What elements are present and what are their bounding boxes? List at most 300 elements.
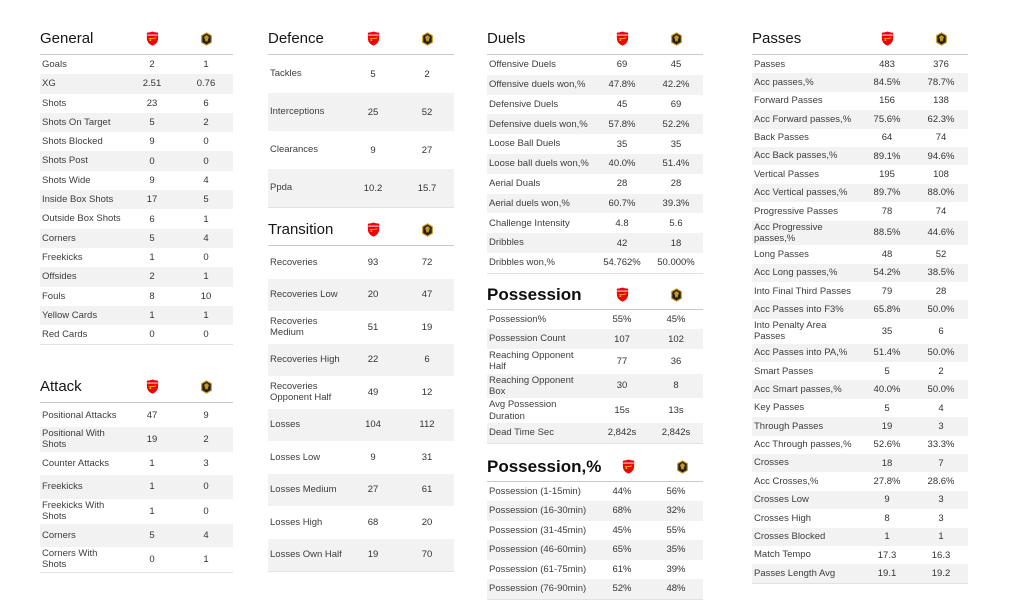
stat-label: Forward Passes [754, 95, 823, 107]
stat-value-away: 31 [421, 451, 433, 463]
stat-value-away: 3 [938, 512, 944, 524]
away-crest-slot [655, 460, 709, 474]
stat-row [752, 362, 968, 380]
away-crest-slot [914, 32, 968, 46]
stat-label: Corners [42, 232, 76, 244]
stat-label: Dribbles won,% [489, 257, 555, 269]
stat-label: Shots Blocked [42, 136, 103, 148]
stat-row [487, 329, 703, 349]
section-duels [487, 26, 703, 274]
stat-value-home: 5 [149, 232, 155, 244]
section-passes [752, 26, 968, 584]
away-crest-slot [400, 32, 454, 46]
stat-label: Acc Crosses,% [754, 475, 819, 487]
away-crest-slot [179, 32, 233, 46]
stat-value-away: 52 [935, 248, 947, 260]
stat-value-away: 5.6 [669, 217, 683, 229]
stat-row [268, 539, 454, 572]
stat-value-home: 48 [881, 248, 893, 260]
stat-label: Counter Attacks [42, 457, 110, 469]
arsenal-crest-icon [622, 459, 635, 474]
stat-row [487, 95, 703, 115]
stat-value-away: 33.3% [927, 439, 955, 451]
stat-label: Recoveries Medium [270, 315, 318, 339]
stat-label: Losses [270, 419, 301, 431]
stat-row [40, 427, 233, 452]
stat-value-home: 25 [367, 106, 379, 118]
stat-label: Outside Box Shots [42, 213, 121, 225]
stat-label: Corners With Shots [42, 548, 98, 571]
stat-value-away: 45 [670, 59, 682, 71]
stat-label: Crosses High [754, 512, 812, 524]
stat-value-home: 1 [149, 457, 155, 469]
stat-value-away: 38.5% [927, 267, 955, 279]
stat-label: Recoveries High [270, 354, 340, 366]
stat-value-away: 78.7% [927, 77, 955, 89]
stat-value-away: 6 [938, 325, 944, 337]
stat-row [487, 521, 703, 541]
stat-value-home: 0 [149, 553, 155, 565]
section-title: Duels [487, 30, 526, 47]
stat-label: Losses Medium [270, 484, 337, 496]
stat-value-away: 19.2 [931, 568, 951, 580]
section-title: Possession,% [487, 456, 602, 476]
stat-row [487, 349, 703, 374]
stat-value-away: 51.4% [662, 158, 690, 170]
stat-label: Dribbles [489, 237, 524, 249]
stat-value-home: 68 [367, 516, 379, 528]
stat-label: Long Passes [754, 248, 809, 260]
stat-row [487, 579, 703, 599]
stat-row [40, 524, 233, 548]
stat-label: XG [42, 78, 56, 90]
stat-value-home: 35 [881, 325, 893, 337]
arsenal-crest-icon [616, 31, 629, 46]
stat-row [487, 398, 703, 423]
stat-row [752, 509, 968, 527]
stat-value-home: 17.3 [877, 549, 897, 561]
stat-label: Corners [42, 529, 76, 541]
stat-row [268, 279, 454, 312]
stat-label: Possession (76-90min) [489, 583, 587, 595]
stat-label: Defensive duels won,% [489, 118, 588, 130]
section-title: Defence [268, 30, 324, 47]
stat-label: Freekicks [42, 251, 83, 263]
arsenal-crest-icon [146, 31, 159, 46]
stat-value-home: 5 [884, 365, 890, 377]
stat-row [268, 169, 454, 207]
stat-value-away: 3 [203, 457, 209, 469]
stat-value-home: 64 [881, 132, 893, 144]
stat-value-home: 28 [616, 178, 628, 190]
stat-value-home: 40.0% [608, 158, 636, 170]
stat-row [40, 267, 233, 286]
home-crest-slot [346, 31, 400, 46]
stat-value-away: 94.6% [927, 150, 955, 162]
stat-row [752, 147, 968, 165]
stat-label: Freekicks [42, 481, 83, 493]
wolves-crest-icon [200, 380, 213, 394]
stat-value-home: 107 [614, 333, 630, 345]
section-header [752, 26, 968, 55]
stat-value-away: 4 [203, 174, 209, 186]
stat-row [487, 253, 703, 273]
stat-value-home: 75.6% [873, 113, 901, 125]
stat-row [40, 229, 233, 248]
stat-value-away: 2 [938, 365, 944, 377]
stat-value-home: 65.8% [873, 304, 901, 316]
wolves-crest-icon [670, 288, 683, 302]
stat-row [487, 540, 703, 560]
stat-value-away: 35% [666, 544, 686, 556]
stat-value-home: 55% [612, 314, 632, 326]
stat-value-home: 19 [881, 420, 893, 432]
stat-value-away: 62.3% [927, 113, 955, 125]
section-transition [268, 217, 454, 572]
stat-label: Challenge Intensity [489, 217, 570, 229]
stat-value-away: 0 [203, 136, 209, 148]
section-title: Attack [40, 378, 82, 396]
stat-value-away: 61 [421, 484, 433, 496]
stat-label: Aerial Duals [489, 177, 541, 189]
stat-label: Acc Passes into PA,% [754, 347, 848, 359]
stat-label: Offensive Duels [489, 59, 556, 71]
stat-value-home: 79 [881, 285, 893, 297]
stat-row [268, 246, 454, 279]
stat-value-home: 35 [616, 138, 628, 150]
stat-value-away: 20 [421, 516, 433, 528]
stat-label: Acc Long passes,% [754, 267, 838, 279]
stat-label: Key Passes [754, 402, 805, 414]
section-title: Possession [487, 284, 582, 304]
stat-value-home: 51 [367, 321, 379, 333]
stat-value-away: 10 [200, 290, 212, 302]
stat-label: Crosses Low [754, 494, 809, 506]
stat-row [487, 560, 703, 580]
stat-label: Defensive Duels [489, 98, 559, 110]
stat-value-away: 27 [421, 144, 433, 156]
stat-value-home: 4.8 [615, 217, 629, 229]
wolves-crest-icon [421, 223, 434, 237]
stat-row [268, 93, 454, 131]
stat-value-home: 69 [616, 59, 628, 71]
section-header [40, 374, 233, 403]
section-possession [487, 284, 703, 444]
stat-row [752, 546, 968, 564]
stat-label: Dead Time Sec [489, 427, 554, 439]
stat-value-home: 0 [149, 329, 155, 341]
section-header [40, 26, 233, 55]
stat-label: Shots Wide [42, 174, 91, 186]
stat-row [268, 311, 454, 344]
stats-column [487, 26, 703, 600]
stat-label: Goals [42, 58, 67, 70]
stat-row [752, 221, 968, 246]
stat-label: Passes Length Avg [754, 567, 836, 579]
stat-label: Vertical Passes [754, 168, 819, 180]
stat-value-away: 4 [203, 232, 209, 244]
stat-row [752, 380, 968, 398]
stat-value-home: 1 [149, 481, 155, 493]
stat-row [268, 131, 454, 169]
stat-row [40, 306, 233, 325]
stat-label: Losses High [270, 516, 323, 528]
stat-row [752, 564, 968, 582]
stat-value-home: 44% [612, 485, 632, 497]
stat-label: Avg Possession Duration [489, 399, 557, 422]
stat-label: Crosses [754, 457, 789, 469]
stat-row [487, 374, 703, 399]
stat-row [752, 528, 968, 546]
stat-row [40, 94, 233, 113]
stat-value-away: 2,842s [661, 427, 691, 439]
stat-value-home: 52% [612, 583, 632, 595]
stat-label: Losses Own Half [270, 549, 342, 561]
stat-label: Fouls [42, 290, 66, 302]
stat-value-home: 2 [149, 59, 155, 71]
stat-label: Reaching Opponent Half [489, 349, 574, 373]
stat-value-away: 376 [933, 58, 949, 70]
stat-row [487, 194, 703, 214]
stat-value-home: 89.1% [873, 150, 901, 162]
stat-value-home: 77 [616, 355, 628, 367]
stat-row [487, 154, 703, 174]
stat-row [752, 264, 968, 282]
stat-row [268, 376, 454, 409]
stat-label: Possession Count [489, 333, 566, 345]
stat-value-home: 22 [367, 354, 379, 366]
stat-label: Shots Post [42, 155, 88, 167]
stat-value-away: 13s [668, 405, 684, 417]
stat-value-away: 47 [421, 289, 433, 301]
stat-row [752, 202, 968, 220]
stat-row [40, 132, 233, 151]
stat-value-home: 93 [367, 256, 379, 268]
stat-row [752, 436, 968, 454]
stat-value-away: 15.7 [417, 182, 437, 194]
stat-value-away: 28.6% [927, 476, 955, 488]
stat-value-home: 104 [365, 419, 381, 431]
stat-value-home: 9 [370, 451, 376, 463]
stat-row [752, 110, 968, 128]
stat-value-away: 1 [203, 553, 209, 565]
stat-value-home: 19 [146, 433, 158, 445]
stat-label: Acc Smart passes,% [754, 383, 842, 395]
arsenal-crest-icon [881, 31, 894, 46]
stat-row [752, 282, 968, 300]
section-rows [487, 55, 703, 274]
section-rows [40, 55, 233, 345]
stat-value-home: 0 [149, 155, 155, 167]
stat-label: Aerial duels won,% [489, 197, 570, 209]
stat-value-home: 10.2 [363, 182, 383, 194]
away-crest-slot [400, 223, 454, 237]
stat-value-home: 84.5% [873, 77, 901, 89]
stat-row [752, 92, 968, 110]
stat-value-home: 17 [146, 194, 158, 206]
stat-row [268, 409, 454, 442]
stat-label: Possession (16-30min) [489, 505, 587, 517]
stat-value-home: 88.5% [873, 227, 901, 239]
stat-value-away: 35 [670, 138, 682, 150]
stat-value-away: 32% [666, 505, 686, 517]
section-rows [487, 310, 703, 444]
stat-value-away: 70 [421, 549, 433, 561]
stat-value-home: 9 [884, 494, 890, 506]
stat-value-home: 5 [149, 529, 155, 541]
stat-label: Through Passes [754, 420, 824, 432]
stat-row [40, 190, 233, 209]
stat-value-away: 3 [938, 494, 944, 506]
stat-value-away: 50.0% [927, 304, 955, 316]
stat-label: Interceptions [270, 106, 325, 118]
stat-value-away: 72 [421, 256, 433, 268]
stat-value-home: 47.8% [608, 79, 636, 91]
section-rows [752, 55, 968, 584]
stat-value-home: 27 [367, 484, 379, 496]
stat-value-home: 195 [879, 169, 895, 181]
stat-row [487, 75, 703, 95]
stat-value-away: 3 [938, 420, 944, 432]
home-crest-slot [125, 31, 179, 46]
stat-value-away: 39% [666, 563, 686, 575]
stat-row [487, 423, 703, 443]
stat-row [268, 474, 454, 507]
stat-label: Yellow Cards [42, 309, 98, 321]
section-title: Transition [268, 221, 334, 238]
stat-label: Passes [754, 58, 786, 70]
stat-row [40, 248, 233, 267]
section-rows [268, 246, 454, 572]
stat-row [752, 73, 968, 91]
stat-value-home: 42 [616, 237, 628, 249]
stat-value-away: 52 [421, 106, 433, 118]
stat-row [40, 475, 233, 499]
section-header [268, 217, 454, 246]
stat-label: Clearances [270, 144, 319, 156]
stat-label: Inside Box Shots [42, 194, 114, 206]
stat-value-away: 2 [203, 117, 209, 129]
stat-label: Into Penalty Area Passes [754, 319, 827, 343]
stat-value-away: 39.3% [662, 197, 690, 209]
stat-value-home: 54.762% [603, 257, 641, 269]
stat-label: Possession% [489, 313, 547, 325]
stat-label: Red Cards [42, 329, 88, 341]
section-title: General [40, 30, 94, 47]
stat-value-home: 5 [370, 68, 376, 80]
arsenal-crest-icon [367, 31, 380, 46]
stat-label: Freekicks With Shots [42, 499, 105, 523]
section-header [487, 284, 703, 310]
stat-value-home: 89.7% [873, 187, 901, 199]
stat-value-away: 44.6% [927, 227, 955, 239]
stat-value-away: 1 [203, 271, 209, 283]
stat-value-away: 6 [203, 97, 209, 109]
stat-value-home: 1 [149, 310, 155, 321]
stat-value-away: 2 [424, 68, 430, 80]
away-crest-slot [649, 288, 703, 302]
stat-row [487, 310, 703, 330]
arsenal-crest-icon [367, 222, 380, 237]
stat-value-away: 50.0% [927, 384, 955, 396]
stat-value-home: 1 [884, 531, 890, 543]
stat-row [40, 74, 233, 93]
stat-value-away: 88.0% [927, 187, 955, 199]
stat-value-home: 18 [881, 457, 893, 469]
stat-row [487, 482, 703, 502]
stats-column [268, 26, 454, 572]
stat-value-home: 47 [146, 409, 158, 421]
stat-value-away: 2 [203, 433, 209, 445]
stat-value-away: 16.3 [931, 549, 951, 561]
stat-label: Ppda [270, 182, 293, 194]
stat-label: Tackles [270, 68, 302, 80]
stat-value-home: 52.6% [873, 439, 901, 451]
stat-row [752, 491, 968, 509]
home-crest-slot [595, 287, 649, 302]
stat-row [40, 325, 233, 344]
stat-label: Acc Passes into F3% [754, 303, 844, 315]
stat-value-home: 1 [149, 505, 155, 517]
stat-value-home: 27.8% [873, 476, 901, 488]
stat-value-home: 6 [149, 213, 155, 225]
stat-row [40, 171, 233, 190]
stat-label: Shots On Target [42, 116, 111, 128]
stat-row [40, 499, 233, 524]
stat-row [752, 344, 968, 362]
stat-value-home: 9 [149, 174, 155, 186]
stat-value-away: 56% [666, 485, 686, 497]
stat-value-home: 19 [367, 549, 379, 561]
stat-label: Shots [42, 97, 67, 109]
section-title: Passes [752, 30, 802, 47]
stat-value-away: 1 [203, 310, 209, 321]
stat-row [40, 113, 233, 132]
home-crest-slot [595, 31, 649, 46]
stat-row [752, 417, 968, 435]
wolves-crest-icon [935, 32, 948, 46]
stats-column [40, 26, 233, 573]
stat-row [752, 245, 968, 263]
stat-value-home: 483 [879, 58, 895, 70]
stat-value-away: 50.0% [927, 347, 955, 359]
stat-value-home: 8 [884, 512, 890, 524]
stat-label: Reaching Opponent Box [489, 374, 574, 397]
stat-value-away: 0 [203, 481, 209, 493]
stat-value-away: 138 [933, 95, 949, 107]
stat-row [268, 344, 454, 377]
home-crest-slot [860, 31, 914, 46]
stat-value-home: 2 [149, 271, 155, 283]
stat-value-away: 4 [203, 529, 209, 541]
section-rows [40, 403, 233, 572]
stat-label: Acc Progressive passes,% [754, 221, 823, 244]
stat-value-away: 0 [203, 155, 209, 167]
stat-value-home: 23 [146, 97, 158, 109]
stat-value-home: 30 [616, 380, 628, 392]
stat-value-away: 28 [670, 178, 682, 190]
stat-value-home: 1 [149, 252, 155, 264]
stat-value-home: 54.2% [873, 267, 901, 279]
stat-label: Acc Vertical passes,% [754, 187, 848, 199]
stat-value-away: 4 [938, 402, 944, 414]
section-defence [268, 26, 454, 208]
stat-row [268, 55, 454, 93]
stat-value-home: 45% [612, 524, 632, 536]
stat-row [752, 454, 968, 472]
stat-row [40, 403, 233, 427]
stat-label: Positional With Shots [42, 427, 105, 451]
